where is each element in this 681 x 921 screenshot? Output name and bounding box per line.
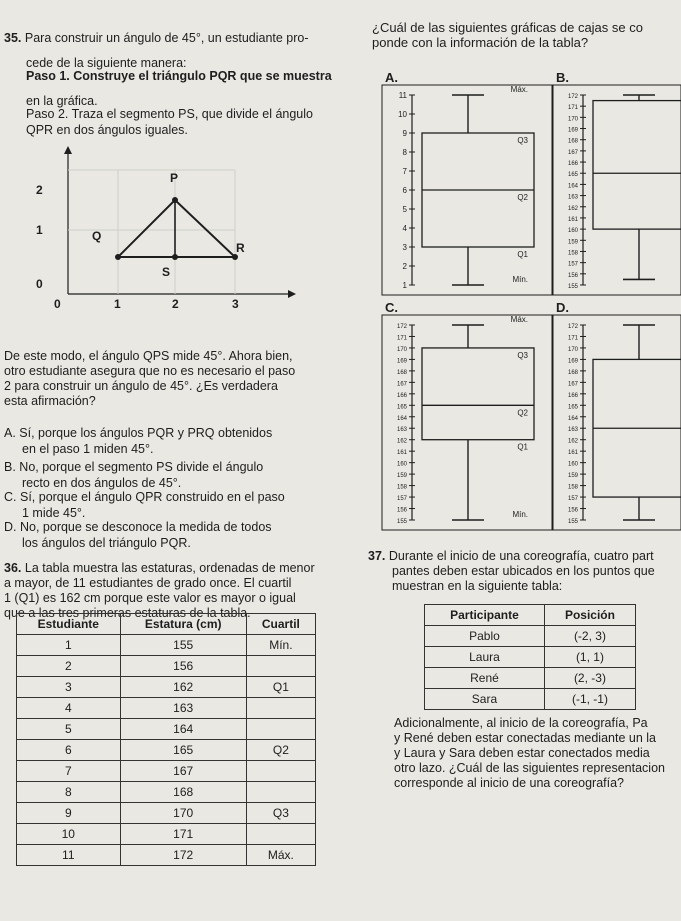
q36-question-2: ponde con la información de la tabla? [372, 35, 589, 50]
table-cell: Q1 [246, 677, 315, 698]
boxplot-b[interactable] [553, 85, 681, 295]
q35-body-1: De este modo, el ángulo QPS mide 45°. Ahora bien, [4, 349, 293, 363]
boxplot-tick-label: 157 [396, 496, 407, 503]
q37-after-3: y Laura y Sara deben estar conectados media [394, 746, 650, 760]
option-c[interactable] [4, 490, 285, 504]
table-header: Estudiante [17, 614, 121, 635]
q37-after-4: otro lazo. ¿Cuál de las siguientes representacion [394, 761, 665, 775]
boxplot-d-label[interactable]: D. [556, 300, 569, 315]
table-cell: 155 [120, 635, 246, 656]
option-c-line-2: 1 mide 45°. [22, 506, 86, 520]
y-tick: 1 [36, 223, 43, 237]
triangle-graph [30, 142, 300, 311]
boxplot-tag-max: Máx. [510, 315, 528, 324]
q35-step1-line-2: en la gráfica. [26, 94, 98, 108]
boxplot-tick-label: 156 [396, 507, 407, 514]
option-b-line-1: No, porque el segmento PS divide el ángulo [19, 460, 264, 474]
table-cell [246, 656, 315, 677]
table-row [17, 803, 316, 824]
boxplot-tick-label: 159 [567, 239, 578, 246]
label-r: R [236, 241, 245, 255]
boxplot-tick-label: 160 [567, 228, 578, 235]
table-header: Estatura (cm) [120, 614, 246, 635]
boxplot-tick-label: 165 [567, 172, 578, 179]
x-tick: 1 [114, 297, 121, 311]
boxplot-tick-label: 158 [567, 250, 578, 257]
table-cell: 170 [120, 803, 246, 824]
boxplot-tag-q2: Q2 [517, 193, 528, 202]
q37-intro [368, 549, 654, 563]
boxplot-tick-label: 5 [402, 205, 407, 214]
option-c-line-1: Sí, porque el ángulo QPR construido en el paso [19, 490, 285, 504]
table-cell: Máx. [246, 845, 315, 866]
q35-body-2: otro estudiante asegura que no es necesario el paso [4, 364, 296, 378]
table-cell: (2, -3) [544, 668, 635, 689]
boxplot-tick-label: 171 [567, 105, 578, 112]
boxplot-tick-label: 169 [567, 358, 578, 365]
table-row [425, 668, 636, 689]
x-tick: 2 [172, 297, 179, 311]
boxplot-tick-label: 161 [567, 216, 578, 223]
boxplot-tick-label: 164 [567, 415, 578, 422]
q35-step2-line-1: Paso 2. Traza el segmento PS, que divide el ángulo [26, 107, 313, 121]
boxplot-tick-label: 166 [396, 392, 407, 399]
table-row [17, 677, 316, 698]
option-d-line-1: No, porque se desconoce la medida de todos [19, 520, 272, 534]
boxplot-tick-label: 158 [567, 484, 578, 491]
q35-intro-line-1: Para construir un ángulo de 45°, un estudiante pro- [24, 31, 309, 45]
label-p: P [170, 171, 179, 185]
boxplot-tick-label: 167 [567, 381, 578, 388]
option-a-line-1: Sí, porque los ángulos PQR y PRQ obtenidos [19, 426, 273, 440]
table-row [17, 740, 316, 761]
option-b[interactable] [4, 460, 263, 474]
table-row [425, 647, 636, 668]
table-cell: 1 [17, 635, 121, 656]
table-row [17, 845, 316, 866]
q37-after-5: corresponde al inicio de una coreografía? [394, 776, 625, 790]
boxplot-tag-min: Mín. [512, 510, 528, 519]
q37-after-1: Adicionalmente, al inicio de la coreografía, Pa [394, 716, 648, 730]
q36-line-3: 1 (Q1) es 162 cm porque este valor es mayor o igual [4, 591, 296, 605]
table-cell: (-1, -1) [544, 689, 635, 710]
table-cell: Q2 [246, 740, 315, 761]
triangle-pqr [118, 200, 235, 257]
table-row [17, 635, 316, 656]
table-cell: Sara [425, 689, 545, 710]
boxplot-tick-label: 159 [567, 473, 578, 480]
table-cell: 156 [120, 656, 246, 677]
table-cell [246, 719, 315, 740]
table-header-row [425, 605, 636, 626]
table-cell: René [425, 668, 545, 689]
q35-body-3: 2 para construir un ángulo de 45°. ¿Es verdadera [4, 379, 278, 393]
boxplot-frame [382, 315, 552, 530]
q37-line-3: muestran en la siguiente tabla: [392, 579, 563, 593]
heights-table [16, 613, 316, 866]
boxplot-tag-q1: Q1 [517, 442, 528, 452]
boxplot-tick-label: 162 [567, 205, 578, 212]
label-s: S [162, 265, 171, 279]
boxplot-tag-q2: Q2 [517, 408, 528, 418]
boxplot-tick-label: 172 [396, 324, 407, 330]
boxplot-box [422, 348, 534, 440]
boxplot-tick-label: 167 [567, 149, 578, 156]
table-header: Cuartil [246, 614, 315, 635]
table-cell [246, 824, 315, 845]
boxplot-tick-label: 157 [567, 261, 578, 268]
boxplot-tick-label: 166 [567, 392, 578, 399]
q36-line-2: a mayor, de 11 estudiantes de grado once. El cuartil [4, 576, 292, 590]
boxplot-box [593, 101, 681, 230]
boxplot-tick-label: 159 [396, 473, 407, 480]
boxplot-tick-label: 164 [396, 415, 407, 422]
table-row [425, 689, 636, 710]
table-cell: 5 [17, 719, 121, 740]
boxplot-tick-label: 2 [402, 262, 407, 271]
boxplot-tick-label: 171 [396, 335, 407, 342]
table-row [17, 782, 316, 803]
table-row [425, 626, 636, 647]
q36-line-1: La tabla muestra las estaturas, ordenadas de menor [24, 561, 315, 575]
table-cell: 163 [120, 698, 246, 719]
table-cell: 9 [17, 803, 121, 824]
table-row [17, 719, 316, 740]
boxplot-tick-label: 7 [402, 167, 407, 176]
q36-question-1: ¿Cuál de las siguientes gráficas de cajas se co [372, 20, 643, 35]
table-cell: 164 [120, 719, 246, 740]
option-b-line-2: recto en dos ángulos de 45°. [22, 476, 182, 490]
boxplot-tick-label: 161 [567, 450, 578, 457]
option-d[interactable] [4, 520, 272, 534]
table-header-row [17, 614, 316, 635]
boxplot-tick-label: 163 [567, 427, 578, 434]
boxplot-tag-q3: Q3 [517, 136, 528, 145]
boxplot-tick-label: 162 [396, 438, 407, 445]
table-cell: 4 [17, 698, 121, 719]
boxplot-b-label[interactable]: B. [556, 70, 569, 85]
option-b-letter: B. [4, 460, 16, 474]
table-cell [246, 782, 315, 803]
boxplot-tick-label: 168 [567, 369, 578, 376]
boxplot-tag-min: Mín. [512, 275, 528, 284]
boxplot-tick-label: 1 [402, 281, 407, 290]
boxplot-tick-label: 171 [567, 335, 578, 342]
table-cell: 10 [17, 824, 121, 845]
boxplot-tick-label: 168 [396, 369, 407, 376]
q35-body-4: esta afirmación? [4, 394, 96, 408]
boxplot-tag-q3: Q3 [517, 350, 528, 360]
table-cell: 172 [120, 845, 246, 866]
boxplot-tick-label: 155 [396, 519, 407, 525]
option-a[interactable] [4, 426, 272, 440]
boxplot-tick-label: 155 [567, 519, 578, 525]
boxplot-tick-label: 169 [567, 127, 578, 134]
table-cell: 8 [17, 782, 121, 803]
boxplot-tick-label: 157 [567, 496, 578, 503]
boxplot-tick-label: 6 [402, 186, 407, 195]
table-cell: Q3 [246, 803, 315, 824]
boxplot-tick-label: 155 [567, 284, 578, 290]
boxplot-tick-label: 162 [567, 438, 578, 445]
boxplot-a[interactable] [382, 85, 552, 295]
table-cell: 6 [17, 740, 121, 761]
q35-number: 35. [4, 31, 22, 45]
boxplot-tick-label: 156 [567, 272, 578, 279]
table-header: Posición [544, 605, 635, 626]
q35-intro [4, 31, 309, 45]
table-cell: 168 [120, 782, 246, 803]
boxplot-tick-label: 160 [396, 461, 407, 468]
boxplot-tick-label: 156 [567, 507, 578, 514]
boxplot-tick-label: 8 [402, 148, 407, 157]
table-row [17, 824, 316, 845]
boxplot-tick-label: 172 [567, 324, 578, 330]
boxplot-tick-label: 170 [567, 346, 578, 353]
boxplot-a-label[interactable]: A. [385, 70, 398, 85]
table-cell: 2 [17, 656, 121, 677]
x-tick: 0 [54, 297, 61, 311]
table-cell: 165 [120, 740, 246, 761]
table-cell: Laura [425, 647, 545, 668]
table-row [17, 656, 316, 677]
boxplot-tick-label: 158 [396, 484, 407, 491]
point-s [172, 254, 178, 260]
q37-number: 37. [368, 549, 386, 563]
boxplot-tick-label: 4 [402, 224, 407, 233]
table-cell: 11 [17, 845, 121, 866]
boxplot-tick-label: 170 [396, 346, 407, 353]
option-d-line-2: los ángulos del triángulo PQR. [22, 536, 191, 550]
boxplot-c[interactable] [382, 315, 552, 530]
table-cell: 7 [17, 761, 121, 782]
boxplot-tick-label: 163 [567, 194, 578, 201]
option-c-letter: C. [4, 490, 17, 504]
q37-line-2: pantes deben estar ubicados en los puntos que [392, 564, 655, 578]
table-cell [246, 698, 315, 719]
point-q [115, 254, 121, 260]
boxplot-tick-label: 170 [567, 116, 578, 123]
y-tick: 0 [36, 277, 43, 291]
table-header: Participante [425, 605, 545, 626]
y-tick: 2 [36, 183, 43, 197]
table-cell: 3 [17, 677, 121, 698]
boxplot-tick-label: 165 [396, 404, 407, 411]
boxplot-tick-label: 163 [396, 427, 407, 434]
boxplot-tick-label: 168 [567, 138, 578, 145]
boxplot-tick-label: 166 [567, 161, 578, 168]
option-a-line-2: en el paso 1 miden 45°. [22, 442, 154, 456]
table-cell: Mín. [246, 635, 315, 656]
table-cell [246, 761, 315, 782]
y-axis-arrow-icon [64, 146, 72, 154]
q36-line-4: que a las tres primeras estaturas de la tabla. [4, 606, 251, 620]
q35-intro-line-2: cede de la siguiente manera: [26, 56, 187, 70]
boxplot-tick-label: 10 [398, 110, 407, 119]
q35-step2-line-2: QPR en dos ángulos iguales. [26, 123, 188, 137]
boxplot-tick-label: 167 [396, 381, 407, 388]
table-cell: Pablo [425, 626, 545, 647]
x-tick: 3 [232, 297, 239, 311]
boxplot-tag-q1: Q1 [517, 250, 528, 259]
positions-table [424, 604, 636, 710]
option-a-letter: A. [4, 426, 16, 440]
boxplot-tick-label: 161 [396, 450, 407, 457]
q37-line-1: Durante el inicio de una coreografía, cuatro part [388, 549, 654, 563]
q36-intro [4, 561, 315, 575]
boxplot-tick-label: 165 [567, 404, 578, 411]
boxplot-tick-label: 164 [567, 183, 578, 190]
boxplot-tag-max: Máx. [510, 85, 528, 94]
q36-number: 36. [4, 561, 22, 575]
table-cell: 171 [120, 824, 246, 845]
boxplot-c-label[interactable]: C. [385, 300, 398, 315]
boxplot-tick-label: 169 [396, 358, 407, 365]
label-q: Q [92, 229, 102, 243]
q37-after-2: y René deben estar conectadas mediante un la [394, 731, 656, 745]
table-row [17, 698, 316, 719]
boxplot-d[interactable] [553, 315, 681, 530]
boxplot-tick-label: 160 [567, 461, 578, 468]
table-cell: 167 [120, 761, 246, 782]
table-cell: (-2, 3) [544, 626, 635, 647]
table-cell: 162 [120, 677, 246, 698]
q35-step1-line-1: Paso 1. Construye el triángulo PQR que se muestra [26, 69, 332, 83]
point-p [172, 197, 178, 203]
boxplot-tick-label: 11 [398, 91, 407, 100]
boxplot-tick-label: 9 [402, 129, 407, 138]
boxplot-tick-label: 172 [567, 94, 578, 100]
boxplot-tick-label: 3 [402, 243, 407, 252]
x-axis-arrow-icon [288, 290, 296, 298]
option-d-letter: D. [4, 520, 17, 534]
table-cell: (1, 1) [544, 647, 635, 668]
table-row [17, 761, 316, 782]
